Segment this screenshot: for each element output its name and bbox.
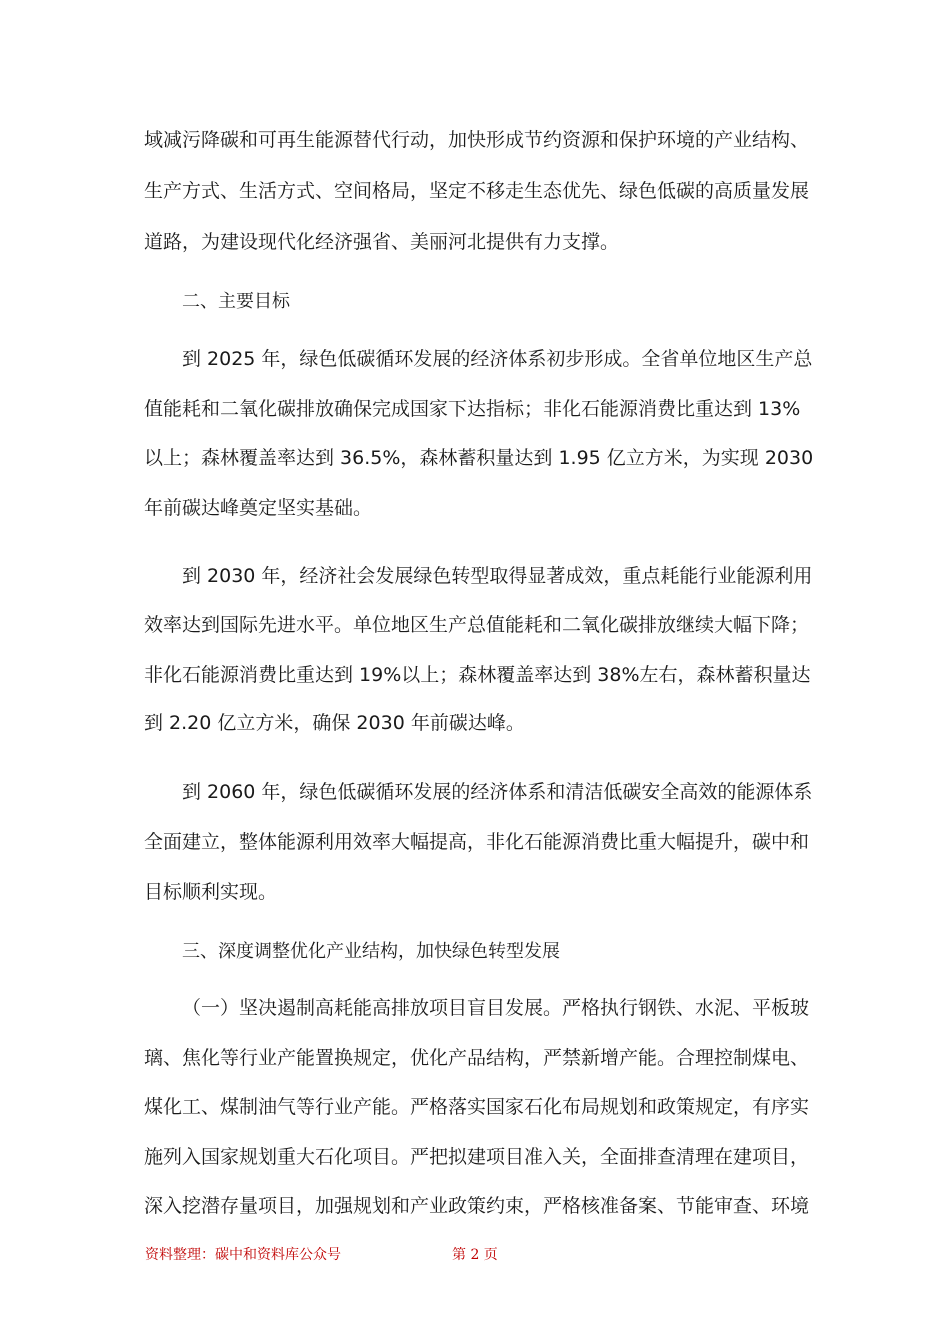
paragraph-line: 施列入国家规划重大石化项目。严把拟建项目准入关，全面排查清理在建项目， <box>144 1146 810 1168</box>
section-heading-main-goals: 二、主要目标 <box>182 291 290 312</box>
paragraph-line: 值能耗和二氧化碳排放确保完成国家下达指标；非化石能源消费比重达到 13% <box>144 398 801 420</box>
paragraph-line: 效率达到国际先进水平。单位地区生产总值能耗和二氧化碳排放继续大幅下降； <box>144 614 810 636</box>
paragraph-line: 到 2060 年，绿色低碳循环发展的经济体系和清洁低碳安全高效的能源体系 <box>182 781 813 803</box>
paragraph-line: 全面建立，整体能源利用效率大幅提高，非化石能源消费比重大幅提升，碳中和 <box>144 831 810 853</box>
paragraph-line: 道路，为建设现代化经济强省、美丽河北提供有力支撑。 <box>144 231 620 253</box>
footer-source: 资料整理：碳中和资料库公众号 <box>145 1247 341 1263</box>
paragraph-line: 到 2030 年，经济社会发展绿色转型取得显著成效，重点耗能行业能源利用 <box>182 565 813 587</box>
footer-page-number: 第 2 页 <box>452 1247 498 1263</box>
paragraph-line: 煤化工、煤制油气等行业产能。严格落实国家石化布局规划和政策规定，有序实 <box>144 1096 810 1118</box>
paragraph-line: 生产方式、生活方式、空间格局，坚定不移走生态优先、绿色低碳的高质量发展 <box>144 180 810 202</box>
paragraph-line: 年前碳达峰奠定坚实基础。 <box>144 497 373 519</box>
paragraph-line: 到 2025 年，绿色低碳循环发展的经济体系初步形成。全省单位地区生产总 <box>182 348 813 370</box>
paragraph-line: 以上；森林覆盖率达到 36.5%，森林蓄积量达到 1.95 亿立方米，为实现 2030 <box>144 447 814 469</box>
paragraph-line: （一）坚决遏制高耗能高排放项目盲目发展。严格执行钢铁、水泥、平板玻 <box>182 997 810 1019</box>
paragraph-line: 域减污降碳和可再生能源替代行动，加快形成节约资源和保护环境的产业结构、 <box>144 129 810 151</box>
section-heading-industry-structure: 三、深度调整优化产业结构，加快绿色转型发展 <box>182 941 560 962</box>
paragraph-line: 璃、焦化等行业产能置换规定，优化产品结构，严禁新增产能。合理控制煤电、 <box>144 1047 810 1069</box>
paragraph-line: 目标顺利实现。 <box>144 881 278 903</box>
paragraph-line: 非化石能源消费比重达到 19%以上；森林覆盖率达到 38%左右，森林蓄积量达 <box>144 664 811 686</box>
paragraph-line: 到 2.20 亿立方米，确保 2030 年前碳达峰。 <box>144 712 525 734</box>
paragraph-line: 深入挖潜存量项目，加强规划和产业政策约束，严格核准备案、节能审查、环境 <box>144 1195 810 1217</box>
